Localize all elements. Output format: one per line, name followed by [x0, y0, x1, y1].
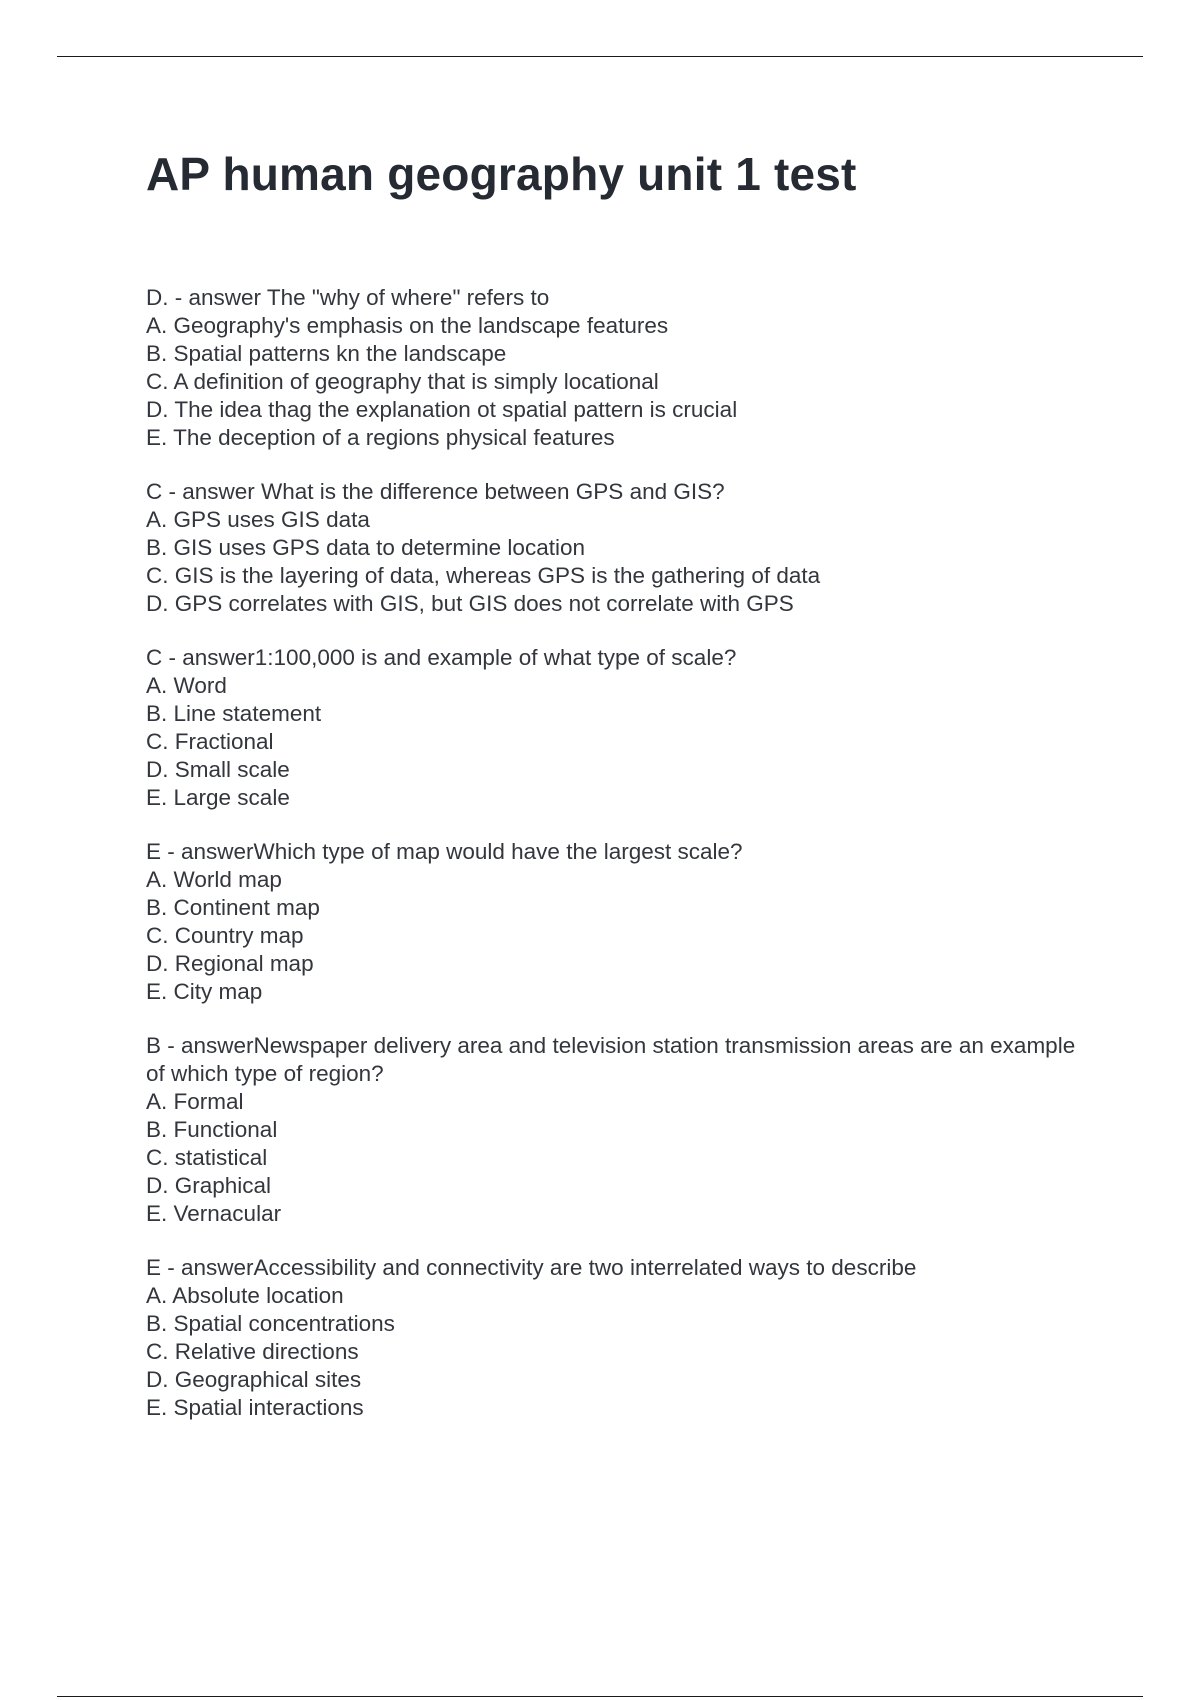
question-prompt: E - answerWhich type of map would have the largest scale? — [146, 839, 743, 864]
question-prompt: C - answer What is the difference between GPS and GIS? — [146, 479, 725, 504]
answer-option: A. Formal — [146, 1089, 244, 1114]
question-prompt: C - answer1:100,000 is and example of what type of scale? — [146, 645, 737, 670]
answer-option: B. Spatial concentrations — [146, 1311, 395, 1336]
answer-option: D. GPS correlates with GIS, but GIS does not correlate with GPS — [146, 591, 794, 616]
question-1 — [146, 284, 1086, 452]
answer-option: C. Country map — [146, 923, 304, 948]
answer-option: A. World map — [146, 867, 282, 892]
answer-option: C. statistical — [146, 1145, 268, 1170]
answer-option: D. Geographical sites — [146, 1367, 362, 1392]
answer-option: C. Fractional — [146, 729, 274, 754]
question-4 — [146, 838, 1086, 1006]
top-divider — [57, 56, 1143, 57]
question-3 — [146, 644, 1086, 812]
answer-option: E. The deception of a regions physical features — [146, 425, 615, 450]
answer-option: E. Vernacular — [146, 1201, 282, 1226]
answer-option: A. Word — [146, 673, 227, 698]
question-list — [146, 284, 1086, 1448]
question-prompt: B - answerNewspaper delivery area and television station transmission areas are an example of which type of region? — [146, 1033, 1076, 1086]
answer-option: B. Functional — [146, 1117, 278, 1142]
answer-option: B. GIS uses GPS data to determine location — [146, 535, 585, 560]
page-title: AP human geography unit 1 test — [146, 148, 857, 200]
question-5 — [146, 1032, 1086, 1228]
question-prompt: E - answerAccessibility and connectivity are two interrelated ways to describe — [146, 1255, 917, 1280]
answer-option: E. City map — [146, 979, 263, 1004]
answer-option: A. GPS uses GIS data — [146, 507, 370, 532]
bottom-divider — [57, 1696, 1143, 1697]
question-prompt: D. - answer The "why of where" refers to — [146, 285, 550, 310]
answer-option: C. A definition of geography that is simply locational — [146, 369, 659, 394]
answer-option: E. Large scale — [146, 785, 290, 810]
answer-option: C. Relative directions — [146, 1339, 359, 1364]
answer-option: E. Spatial interactions — [146, 1395, 364, 1420]
answer-option: B. Spatial patterns kn the landscape — [146, 341, 507, 366]
answer-option: D. Regional map — [146, 951, 314, 976]
answer-option: A. Geography's emphasis on the landscape features — [146, 313, 669, 338]
answer-option: D. The idea thag the explanation ot spatial pattern is crucial — [146, 397, 738, 422]
answer-option: D. Small scale — [146, 757, 290, 782]
question-6 — [146, 1254, 1086, 1422]
answer-option: C. GIS is the layering of data, whereas GPS is the gathering of data — [146, 563, 821, 588]
question-2 — [146, 478, 1086, 618]
answer-option: B. Line statement — [146, 701, 322, 726]
answer-option: D. Graphical — [146, 1173, 272, 1198]
answer-option: A. Absolute location — [146, 1283, 344, 1308]
answer-option: B. Continent map — [146, 895, 320, 920]
